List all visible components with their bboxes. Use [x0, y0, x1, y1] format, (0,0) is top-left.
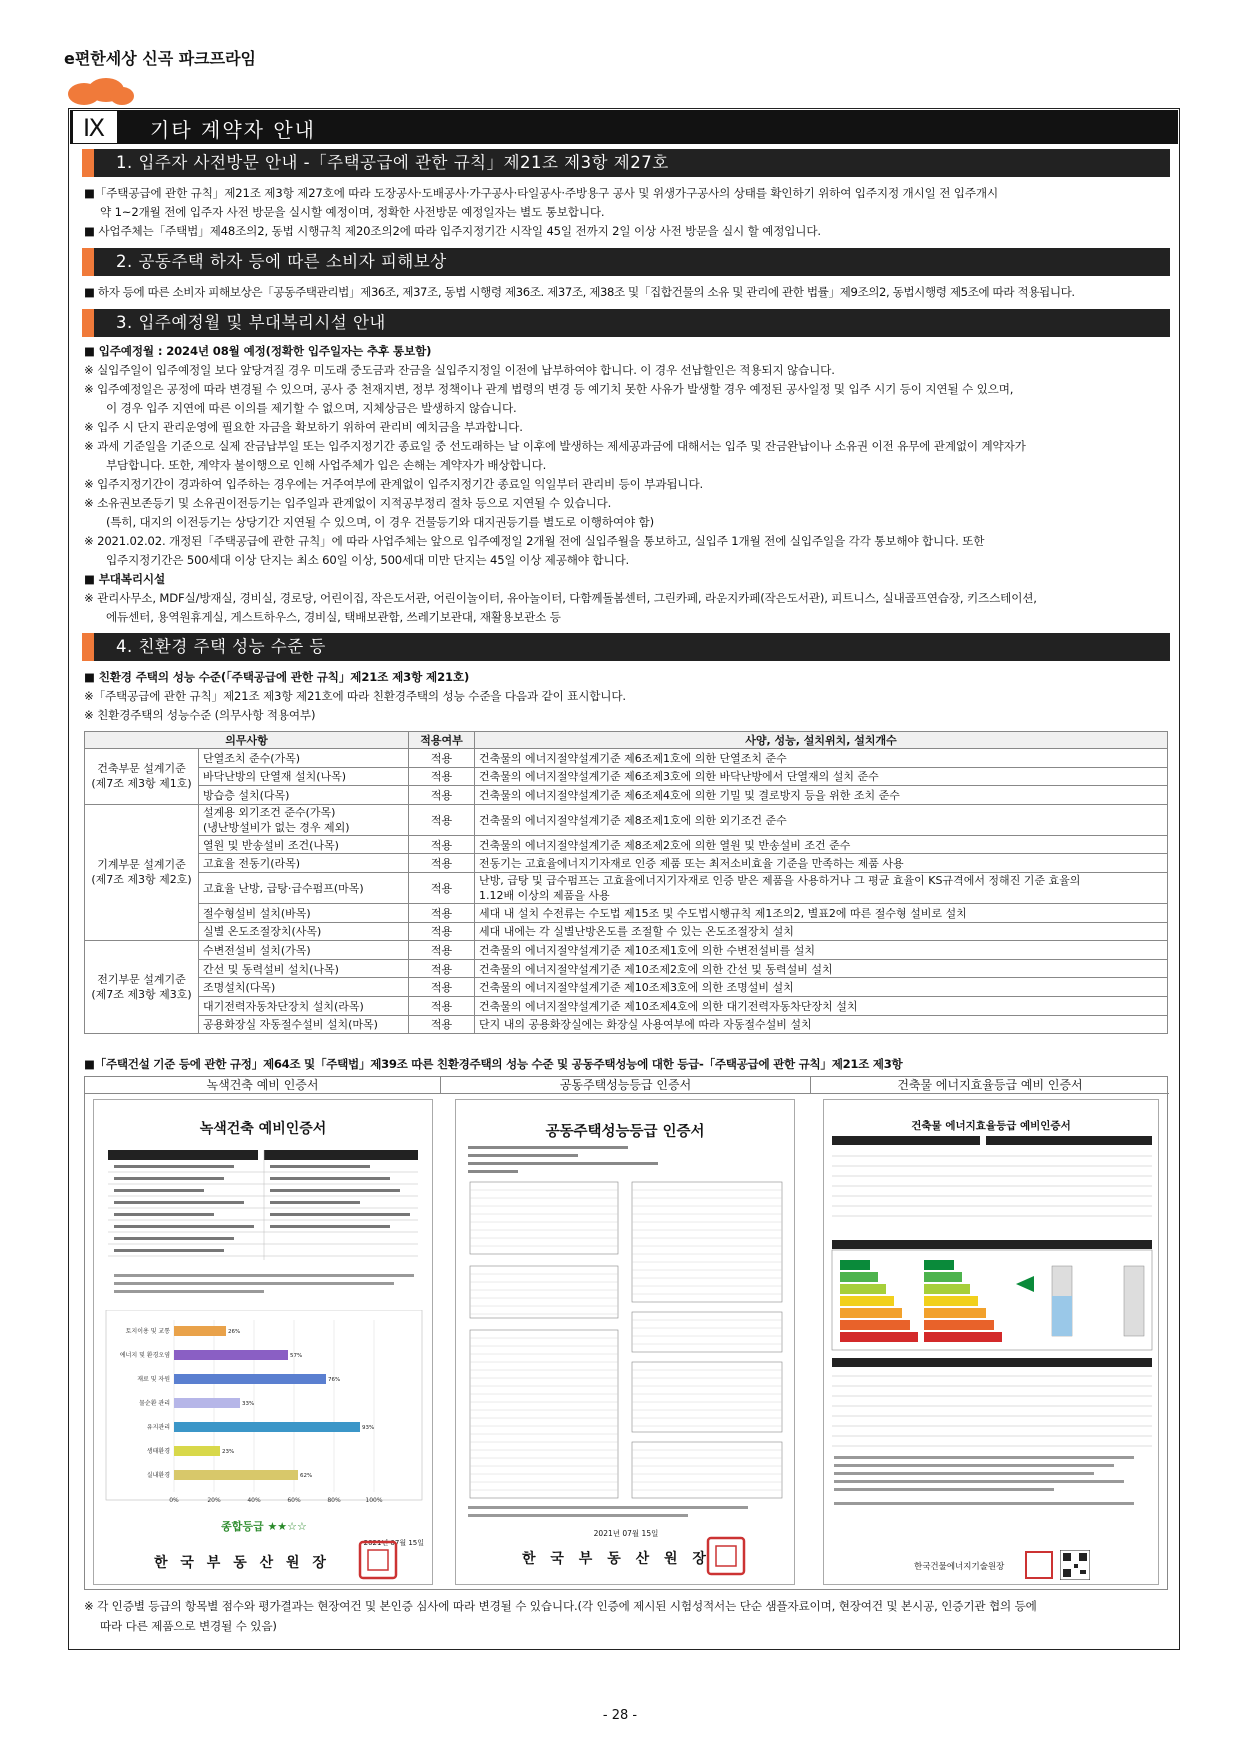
applied-cell: 적용 [409, 786, 475, 805]
spec-cell: 단지 내의 공용화장실에는 화장실 사용여부에 따라 자동절수설비 설치 [475, 1015, 1168, 1034]
table-row [85, 903, 1168, 922]
bar-value: 93% [362, 1425, 375, 1431]
table-header-row [85, 732, 1168, 749]
chapter-title: 기타 계약자 안내 [150, 118, 316, 142]
cert2-sign: 한 국 부 동 산 원 장 [522, 1551, 711, 1567]
bar [174, 1374, 326, 1384]
applied-cell: 적용 [409, 922, 475, 941]
requirement-cell: 수변전설비 설치(가목) [199, 941, 409, 960]
table-row [85, 749, 1168, 768]
s3-line: ※ 입주지정기간이 경과하여 입주하는 경우에는 거주여부에 관계없이 입주지정기간 종료일 익일부터 관리비 등이 부과됩니다. [84, 477, 704, 491]
bar [174, 1350, 288, 1360]
requirement-cell: 간선 및 동력설비 설치(나목) [199, 959, 409, 978]
requirement-cell: 설계용 외기조건 준수(가목) (냉난방설비가 없는 경우 제외) [199, 804, 409, 835]
requirement-cell: 단열조치 준수(가목) [199, 749, 409, 768]
bar-label: 유지관리 [146, 1424, 170, 1431]
spec-cell: 건축물의 에너지절약설계기준 제10조제1호에 의한 수변전설비를 설치 [475, 941, 1168, 960]
s3-line: 이 경우 입주 지연에 따른 이의를 제기할 수 없으며, 지체상금은 발생하지 않습니다. [106, 401, 517, 415]
spec-cell: 난방, 급탕 및 급수펌프는 고효율에너지기자재로 인증 받은 제품을 사용하거나 그 평균 효율이 KS규격에서 정해진 기준 효율의 1.12배 이상의 제품을 사용 [475, 872, 1168, 903]
bar [174, 1446, 220, 1456]
applied-cell: 적용 [409, 941, 475, 960]
cert2-grade-tables [456, 1142, 795, 1522]
bar [174, 1422, 360, 1432]
s4-line: ※ 친환경주택의 성능수준 (의무사항 적용여부) [84, 708, 316, 722]
official-seal-icon [1024, 1550, 1054, 1580]
spec-cell: 건축물의 에너지절약설계기준 제6조제3호에 의한 바닥난방에서 단열재의 설치 준수 [475, 767, 1168, 786]
s3-line: ※ 실입주일이 입주예정일 보다 앞당겨질 경우 미도래 중도금과 잔금을 실입주지정일 이전에 납부하여야 합니다. 이 경우 선납할인은 적용되지 않습니다. [84, 363, 835, 377]
requirement-cell: 고효율 난방, 급탕·급수펌프(마목) [199, 872, 409, 903]
cert3-rating-graphic [824, 1136, 1159, 1536]
energy-efficiency-certificate [823, 1099, 1159, 1585]
table-row [85, 922, 1168, 941]
applied-cell: 적용 [409, 996, 475, 1015]
s4-line: ■ 친환경 주택의 성능 수준(「주택공급에 관한 규칙」제21조 제3항 제21호) [84, 670, 470, 684]
table-row [85, 804, 1168, 835]
bar-label: 물순환 관리 [139, 1400, 170, 1407]
applied-cell: 적용 [409, 804, 475, 835]
spec-cell: 건축물의 에너지절약설계기준 제8조제1호에 의한 외기조건 준수 [475, 804, 1168, 835]
bar [174, 1398, 240, 1408]
green-building-certificate [93, 1099, 433, 1585]
s3-line: ※ 관리사무소, MDF실/방재실, 경비실, 경로당, 어린이집, 작은도서관, 어린이놀이터, 유아놀이터, 다함께돌봄센터, 그린카페, 라운지카페(작은도서관), 피트니스, 실내골프연습장, 키즈스테이션, [84, 591, 1037, 605]
spec-cell: 건축물의 에너지절약설계기준 제10조제4호에 의한 대기전력자동차단장치 설치 [475, 996, 1168, 1015]
cert1-date: 2021년 07월 15일 [363, 1539, 424, 1547]
category-cell: 전기부문 설계기준 (제7조 제3항 제3호) [85, 941, 199, 1034]
s1-line: ■「주택공급에 관한 규칙」제21조 제3항 제27호에 따라 도장공사·도배공사·가구공사·타일공사·주방용구 공사 및 위생가구공사의 상태를 확인하기 위하여 입주지정 개시일 전 입주개시 [84, 186, 999, 200]
applied-cell: 적용 [409, 749, 475, 768]
bar-value: 57% [290, 1353, 303, 1359]
spec-cell: 건축물의 에너지절약설계기준 제10조제3호에 의한 조명설비 설치 [475, 978, 1168, 997]
table-row [85, 767, 1168, 786]
applied-cell: 적용 [409, 903, 475, 922]
table-row [85, 854, 1168, 873]
cert3-title: 건축물 에너지효율등급 예비인증서 [911, 1120, 1071, 1132]
tick-label: 40% [247, 1497, 261, 1504]
s3-line: 에듀센터, 용역원휴게실, 게스트하우스, 경비실, 택배보관함, 쓰레기보관대, 재활용보관소 등 [106, 610, 561, 624]
table-row [85, 835, 1168, 854]
bar [174, 1326, 226, 1336]
section-2-title: 2. 공동주택 하자 등에 따른 소비자 피해보상 [82, 248, 1170, 276]
category-cell: 건축부문 설계기준 (제7조 제3항 제1호) [85, 749, 199, 805]
requirement-cell: 열원 및 반송설비 조건(나목) [199, 835, 409, 854]
bar-value: 23% [222, 1449, 235, 1455]
requirement-cell: 고효율 전동기(라목) [199, 854, 409, 873]
bar-value: 62% [300, 1473, 313, 1479]
note-line: ※ 각 인증별 등급의 항목별 점수와 평가결과는 현장여건 및 본인증 심사에 따라 변경될 수 있습니다.(각 인증에 제시된 시험성적서는 단순 샘플자료이며, 현장여건 및 본시공, 인증기관 협의 등에 [84, 1599, 1037, 1613]
cert-head-energy: 건축물 에너지효율등급 예비 인증서 [811, 1077, 1169, 1094]
table-row [85, 1015, 1168, 1034]
section-1-title: 1. 입주자 사전방문 안내 -「주택공급에 관한 규칙」제21조 제3항 제27호 [82, 149, 1170, 177]
tick-label: 20% [207, 1497, 221, 1504]
bar [174, 1470, 298, 1480]
housing-performance-certificate [455, 1099, 795, 1585]
s3-line: ※ 2021.02.02. 개정된「주택공급에 관한 규칙」에 따라 사업주체는 앞으로 입주예정일 2개월 전에 실입주월을 통보하고, 실입주 1개월 전에 실입주일을 각각 통보해야 합니다. 또한 [84, 534, 985, 548]
certificates-panel [84, 1076, 1168, 1590]
cert2-footnote [468, 1504, 768, 1524]
col-header: 적용여부 [409, 732, 475, 749]
applied-cell: 적용 [409, 854, 475, 873]
s1-line: 약 1~2개월 전에 입주자 사전 방문을 실시할 예정이며, 정확한 사전방문 예정일자는 별도 통보합니다. [100, 205, 605, 219]
s3-line: ※ 입주 시 단지 관리운영에 필요한 자금을 확보하기 위하여 관리비 예치금을 부과합니다. [84, 420, 523, 434]
applied-cell: 적용 [409, 872, 475, 903]
table-row [85, 941, 1168, 960]
requirement-cell: 실별 온도조절장치(사목) [199, 922, 409, 941]
section-3-title: 3. 입주예정월 및 부대복리시설 안내 [82, 309, 1170, 337]
bar-label: 생태환경 [146, 1448, 170, 1455]
requirement-cell: 조명설치(다목) [199, 978, 409, 997]
applied-cell: 적용 [409, 959, 475, 978]
requirement-cell: 대기전력자동차단장치 설치(라목) [199, 996, 409, 1015]
spec-cell: 전동기는 고효율에너지기자재로 인증 제품 또는 최저소비효율 기준을 만족하는 제품 사용 [475, 854, 1168, 873]
brand-logo-icon [62, 74, 142, 108]
spec-cell: 건축물의 에너지절약설계기준 제10조제2호에 의한 간선 및 동력설비 설치 [475, 959, 1168, 978]
table-row [85, 872, 1168, 903]
chapter-header [70, 110, 1178, 144]
official-seal-icon [358, 1540, 398, 1580]
requirement-cell: 공용화장실 자동절수설비 설치(마목) [199, 1015, 409, 1034]
spec-cell: 세대 내 설치 수전류는 수도법 제15조 및 수도법시행규칙 제1조의2, 별표2에 따른 절수형 설비로 설치 [475, 903, 1168, 922]
table-row [85, 996, 1168, 1015]
brand-title: e편한세상 신곡 파크프라임 [64, 49, 257, 68]
cert-head-housing: 공동주택성능등급 인증서 [441, 1077, 811, 1094]
s3-line: (특히, 대지의 이전등기는 상당기간 지연될 수 있으며, 이 경우 건물등기와 대지권등기를 별도로 이행하여야 함) [106, 515, 654, 529]
table-row [85, 978, 1168, 997]
cert3-org: 한국건물에너지기술원장 [914, 1562, 1005, 1572]
cert1-grade: 종합등급 ★★☆☆ [221, 1520, 307, 1533]
col-header: 의무사항 [85, 732, 409, 749]
requirement-cell: 방습층 설치(다목) [199, 786, 409, 805]
note-line: 따라 다른 제품으로 변경될 수 있음) [100, 1619, 277, 1633]
bar-value: 26% [228, 1329, 241, 1335]
s3-line: 입주지정기간은 500세대 이상 단지는 최소 60일 이상, 500세대 미만 단지는 45일 이상 제공해야 합니다. [106, 553, 630, 567]
bar-label: 토지이용 및 교통 [125, 1328, 170, 1335]
cert1-info-table [94, 1150, 433, 1300]
s1-line: ■ 사업주체는「주택법」제48조의2, 동법 시행규칙 제20조의2에 따라 입주지정기간 시작일 45일 전까지 2일 이상 사전 방문을 실시 할 예정입니다. [84, 224, 821, 238]
s3-line: ■ 부대복리시설 [84, 572, 165, 586]
tick-label: 80% [327, 1497, 341, 1504]
cert1-title: 녹색건축 예비인증서 [199, 1121, 327, 1137]
bar-value: 33% [242, 1401, 255, 1407]
spec-cell: 건축물의 에너지절약설계기준 제8조제2호에 의한 열원 및 반송설비 조건 준수 [475, 835, 1168, 854]
requirement-cell: 절수형설비 설치(바목) [199, 903, 409, 922]
requirement-cell: 바닥난방의 단열재 설치(나목) [199, 767, 409, 786]
cert2-title: 공동주택성능등급 인증서 [545, 1124, 705, 1140]
bar-value: 76% [328, 1377, 341, 1383]
spec-cell: 건축물의 에너지절약설계기준 제6조제4호에 의한 기밀 및 결로방지 등을 위한 조치 준수 [475, 786, 1168, 805]
s3-line: 부담합니다. 또한, 계약자 불이행으로 인해 사업주체가 입은 손해는 계약자가 배상합니다. [106, 458, 547, 472]
page-number: - 28 - [602, 1708, 638, 1723]
tick-label: 60% [287, 1497, 301, 1504]
chapter-number: Ⅸ [72, 110, 118, 144]
applied-cell: 적용 [409, 767, 475, 786]
official-seal-icon [706, 1536, 746, 1576]
qr-code-icon [1060, 1550, 1090, 1580]
category-cell: 기계부문 설계기준 (제7조 제3항 제2호) [85, 804, 199, 940]
s3-line: ※ 입주예정일은 공정에 따라 변경될 수 있으며, 공사 중 천재지변, 정부 정책이나 관계 법령의 변경 등 예기치 못한 사유가 발생할 경우 예정된 공사일정 및 입주 시기 등이 지연될 수 있으며, [84, 382, 1014, 396]
s2-line: ■ 하자 등에 따른 소비자 피해보상은「공동주택관리법」제36조, 제37조, 동법 시행령 제36조. 제37조, 제38조 및「집합건물의 소유 및 관리에 관한 법률」제9조의2, 동법시행령 제5조에 따라 적용됩니다. [84, 285, 1075, 299]
s3-line: ※ 소유권보존등기 및 소유권이전등기는 입주일과 관계없이 지적공부정리 절차 등으로 지연될 수 있습니다. [84, 496, 612, 510]
tick-label: 100% [365, 1497, 383, 1504]
col-header: 사양, 성능, 설치위치, 설치개수 [475, 732, 1168, 749]
applied-cell: 적용 [409, 1015, 475, 1034]
table-row [85, 959, 1168, 978]
bar-label: 재료 및 자원 [137, 1376, 170, 1383]
section-4-title: 4. 친환경 주택 성능 수준 등 [82, 633, 1170, 661]
applied-cell: 적용 [409, 978, 475, 997]
bar-label: 실내환경 [146, 1472, 170, 1479]
spec-cell: 건축물의 에너지절약설계기준 제6조제1호에 의한 단열조치 준수 [475, 749, 1168, 768]
cert1-sign: 한 국 부 동 산 원 장 [154, 1555, 330, 1571]
cert-head-green: 녹색건축 예비 인증서 [85, 1077, 441, 1094]
applied-cell: 적용 [409, 835, 475, 854]
cert2-date: 2021년 07월 15일 [593, 1529, 659, 1538]
s4-line: ※「주택공급에 관한 규칙」제21조 제3항 제21호에 따라 친환경주택의 성능 수준을 다음과 같이 표시합니다. [84, 689, 626, 703]
s3-line: ■ 입주예정월 : 2024년 08월 예정(정확한 입주일자는 추후 통보함) [84, 344, 432, 358]
cert-section-title: ■「주택건설 기준 등에 관한 규정」제64조 및「주택법」제39조 따른 친환경주택의 성능 수준 및 공동주택성능에 대한 등급-「주택공급에 관한 규칙」제21조 제3항 [84, 1057, 903, 1071]
s3-line: ※ 과세 기준일을 기준으로 실제 잔금납부일 또는 입주지정기간 종료일 중 선도래하는 날 이후에 발생하는 제세공과금에 대해서는 입주 및 잔금완납이나 소유권 이전 유무에 관계없이 계약자가 [84, 439, 1026, 453]
eco-performance-table [84, 731, 1168, 1034]
bar-label: 에너지 및 환경오염 [119, 1352, 170, 1359]
spec-cell: 세대 내에는 각 실별난방온도를 조절할 수 있는 온도조절장치 설치 [475, 922, 1168, 941]
tick-label: 0% [169, 1497, 179, 1504]
cert1-bar-chart [94, 1310, 433, 1510]
table-row [85, 786, 1168, 805]
